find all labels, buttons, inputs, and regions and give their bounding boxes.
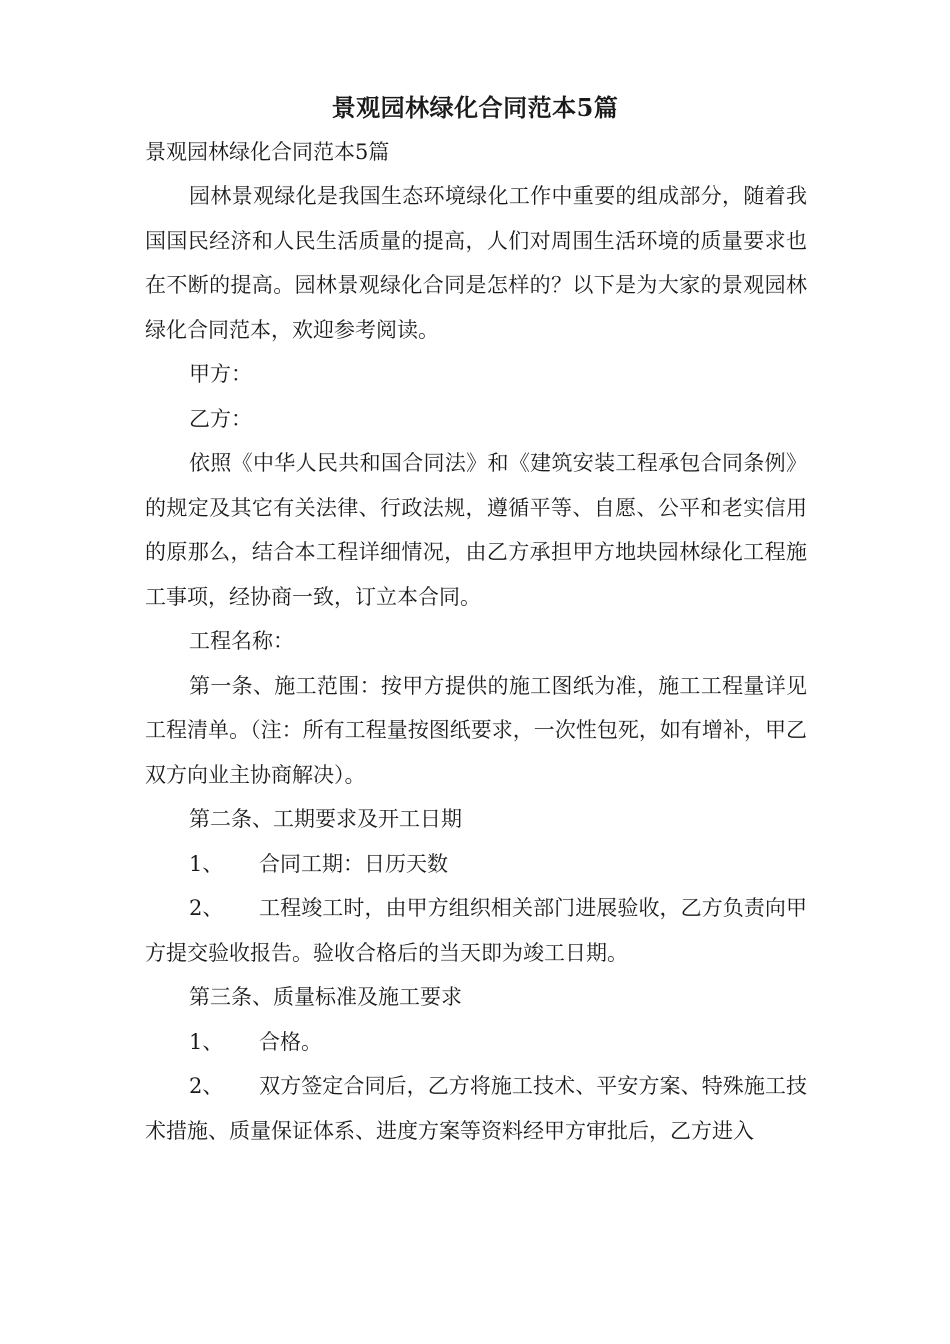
article-3-item [145, 1020, 807, 1065]
document-subtitle: 景观园林绿化合同范本5篇 [145, 140, 390, 164]
project-name-line: 工程名称： [189, 629, 294, 653]
article-2-item [145, 842, 807, 887]
article-3-heading: 第三条、质量标准及施工要求 [189, 985, 462, 1009]
party-b-line: 乙方： [189, 406, 252, 431]
item-text: 合同工期：日历天数 [259, 851, 448, 876]
article-1-paragraph: 第一条、施工范围：按甲方提供的施工图纸为准，施工工程量详见工程清单。（注：所有工程量按图纸要求，一次性包死，如有增补，甲乙双方向业主协商解决）。 [145, 673, 807, 787]
item-number: 2、 [189, 896, 224, 920]
item-number: 1、 [189, 1029, 224, 1054]
item-number: 1、 [189, 851, 224, 876]
document-title: 景观园林绿化合同范本5篇 [331, 93, 619, 122]
item-text: 合格。 [259, 1029, 322, 1054]
article-2-item [145, 886, 807, 975]
item-text: 双方签定合同后，乙方将施工技术、平安方案、特殊施工技 术措施、质量保证体系、进度方案等资料经甲方审批后，乙方进入 [145, 1074, 807, 1143]
item-text: 工程竣工时，由甲方组织相关部门进展验收，乙方负责向甲 方提交验收报告。验收合格后的当天即为竣工日期。 [145, 896, 807, 965]
party-a-line: 甲方： [189, 362, 252, 386]
item-number: 2、 [189, 1074, 224, 1098]
article-2-heading: 第二条、工期要求及开工日期 [189, 807, 462, 831]
basis-paragraph: 依照《中华人民共和国合同法》和《建筑安装工程承包合同条例》的规定及其它有关法律、行政法规，遵循平等、自愿、公平和老实信用的原那么，结合本工程详细情况，由乙方承担甲方地块园林绿化工程施工事项，经协商一致，订立本合同。 [145, 451, 807, 609]
article-3-item [145, 1064, 807, 1153]
document-body [145, 174, 807, 1153]
intro-paragraph: 园林景观绿化是我国生态环境绿化工作中重要的组成部分，随着我国国民经济和人民生活质量的提高，人们对周围生活环境的质量要求也在不断的提高。园林景观绿化合同是怎样的？以下是为大家的景观园林绿化合同范本，欢迎参考阅读。 [145, 184, 807, 342]
